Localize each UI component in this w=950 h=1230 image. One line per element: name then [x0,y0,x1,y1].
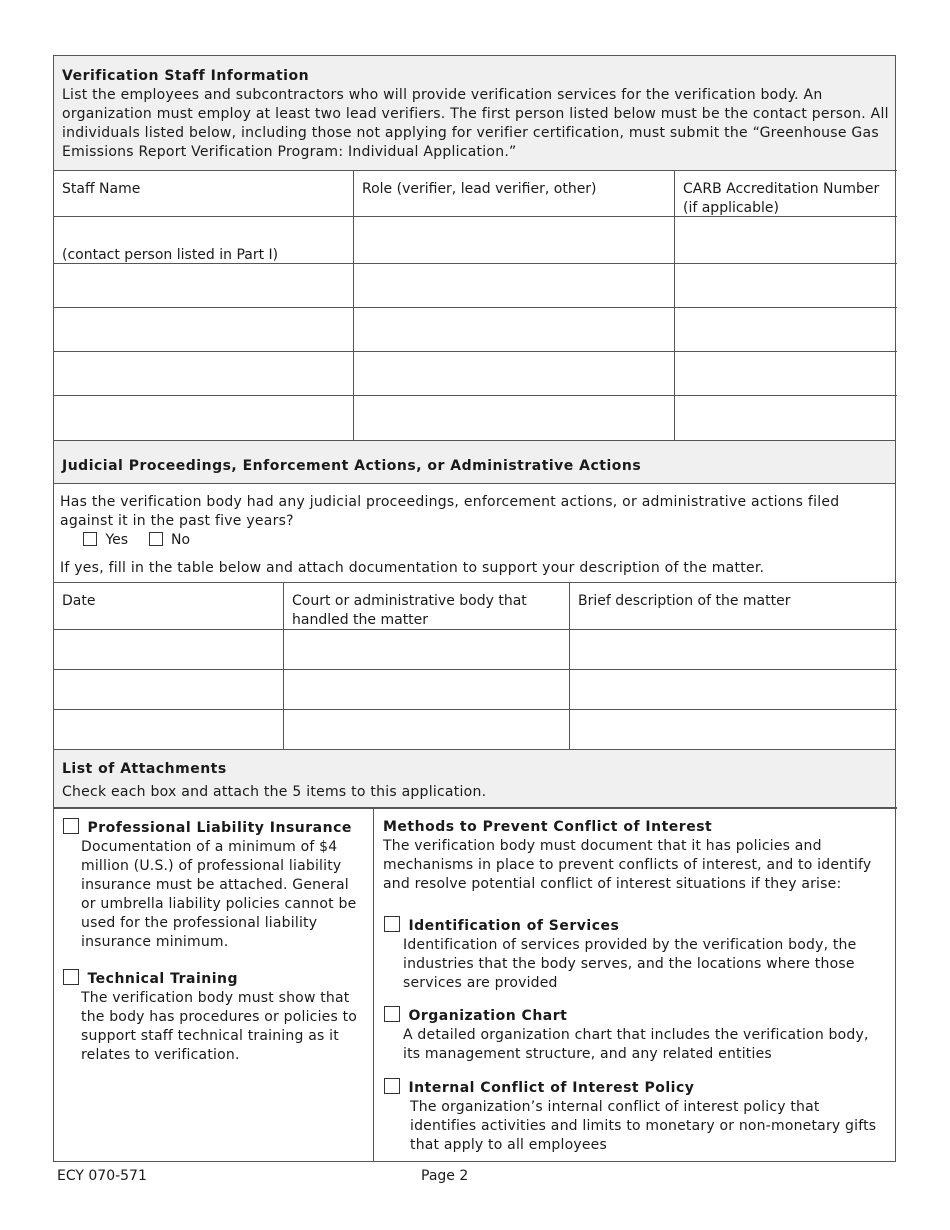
staff-col-header: Role (verifier, lead verifier, other) [362,181,597,197]
judicial-col-header: Date [62,593,96,609]
divider [54,629,897,630]
divider [54,709,897,710]
attachments-section-title: List of Attachments [62,761,227,777]
staff-col-header: Staff Name [62,181,141,197]
technical-training-checkbox[interactable] [63,969,79,985]
attachment-item-title: Technical Training [87,971,239,987]
attachment-item [384,916,889,993]
organization-chart-checkbox[interactable] [384,1006,400,1022]
yes-no-group [83,531,190,550]
form-frame [53,55,896,1162]
judicial-instruction: If yes, fill in the table below and attach documentation to support your description of the matter. [60,560,765,576]
staff-section-header [54,56,895,170]
internal-conflict-policy-checkbox[interactable] [384,1078,400,1094]
staff-col-header: CARB Accreditation Number (if applicable) [683,181,880,216]
form-number: ECY 070-571 [57,1168,147,1184]
no-label: No [170,532,191,548]
attachment-item-title: Professional Liability Insurance [87,820,352,836]
divider [373,807,374,1161]
divider [569,582,570,749]
attachment-item [63,818,368,952]
attachment-item-text: A detailed organization chart that includes the verification body, its management structure, and any related entities [403,1027,869,1062]
attachment-item [63,969,368,1065]
judicial-col-header: Brief description of the matter [578,593,791,609]
yes-checkbox[interactable] [83,532,97,546]
staff-section-description: List the employees and subcontractors who will provide verification services for the verification body. An organization must employ at least two lead verifiers. The first person listed below must be the contact person. All individuals listed below, including those not applying for verifier certification, must submit the “Greenhouse Gas Emissions Report Verification Program: Individual Application.” [62,87,889,160]
attachment-item-text: Identification of services provided by the verification body, the industries that the body serves, and the locations where those services are provided [403,937,857,991]
judicial-col-header: Court or administrative body that handled the matter [292,593,527,628]
yes-label: Yes [105,532,129,548]
attachment-item-text: Documentation of a minimum of $4 million (U.S.) of professional liability insurance must be attached. General or umbrella liability policies cannot be used for the professional liability insurance minimum. [81,839,357,950]
attachment-item [384,1078,889,1155]
divider [54,216,897,217]
divider [54,170,897,171]
divider [54,669,897,670]
divider [54,582,897,583]
page-number: Page 2 [421,1168,469,1184]
judicial-question: Has the verification body had any judicial proceedings, enforcement actions, or administrative actions filed against it in the past five years? [60,494,840,529]
staff-name-cell[interactable]: (contact person listed in Part I) [62,247,279,263]
divider [54,307,897,308]
attachments-body [54,807,895,1161]
attachment-item-text: The verification body must show that the body has procedures or policies to support staff technical training as it relates to verification. [81,990,358,1063]
conflict-intro: The verification body must document that it has policies and mechanisms in place to prevent conflicts of interest, and to identify and resolve potential conflict of interest situations if they arise: [383,838,872,892]
attachments-instruction: Check each box and attach the 5 items to this application. [62,784,487,800]
conflict-heading: Methods to Prevent Conflict of Interest [383,819,713,835]
divider [54,807,897,809]
judicial-section-title: Judicial Proceedings, Enforcement Actions, or Administrative Actions [62,458,642,474]
divider [54,263,897,264]
staff-table [54,170,895,440]
attachment-item [384,1006,889,1064]
attachment-item-title: Identification of Services [408,918,620,934]
attachment-item-title: Internal Conflict of Interest Policy [408,1080,695,1096]
staff-section-title: Verification Staff Information [62,68,310,84]
judicial-question-block [54,483,895,582]
attachment-item-title: Organization Chart [408,1008,568,1024]
divider [283,582,284,749]
judicial-section-header [54,440,895,484]
judicial-table [54,582,895,749]
attachments-section-header [54,749,895,807]
attachment-item-text: The organization’s internal conflict of interest policy that identifies activities and limits to monetary or non-monetary gifts that apply to all employees [410,1099,877,1153]
divider [674,170,675,440]
no-checkbox[interactable] [149,532,163,546]
divider [353,170,354,440]
divider [54,395,897,396]
identification-services-checkbox[interactable] [384,916,400,932]
professional-liability-checkbox[interactable] [63,818,79,834]
divider [54,351,897,352]
